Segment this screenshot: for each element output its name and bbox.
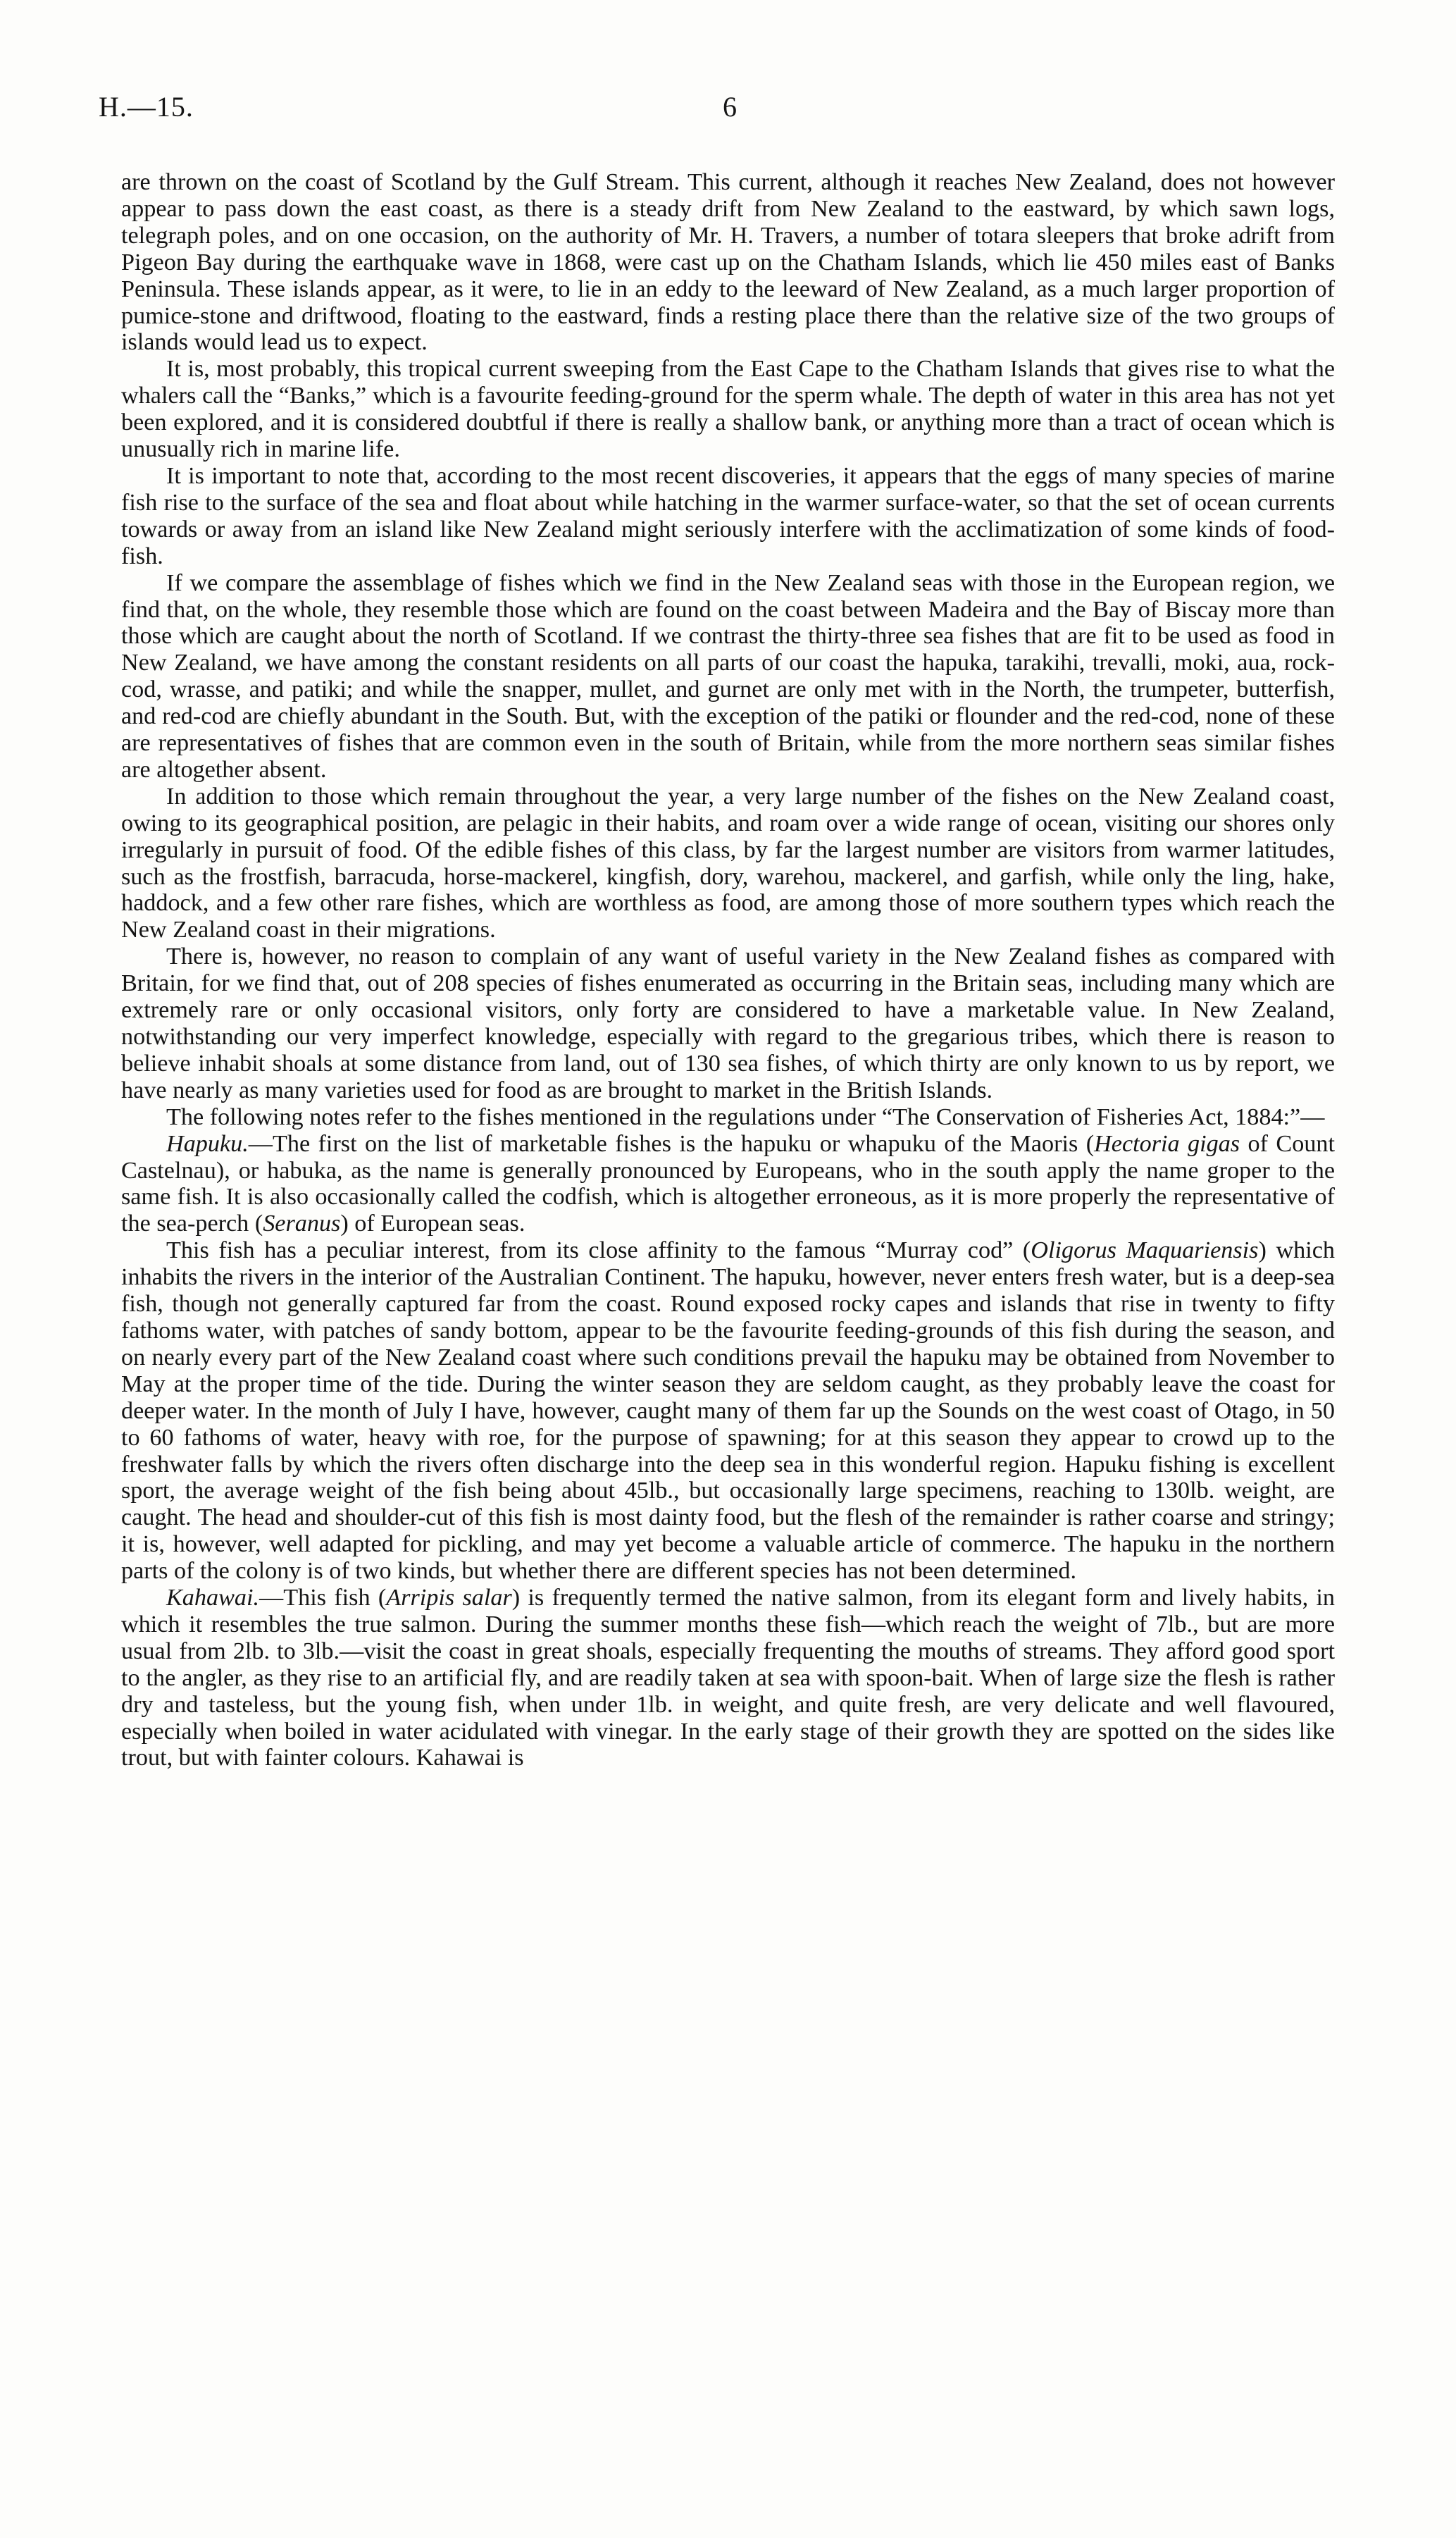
- paragraph-kahawai: [121, 1585, 1335, 1771]
- italic-text-run: Hapuku.: [166, 1130, 249, 1157]
- italic-text-run: Arripis salar: [386, 1585, 512, 1611]
- text-run: —The first on the list of marketable fishes is the hapuku or whapuku of the Maoris (: [248, 1130, 1095, 1157]
- text-run: It is important to note that, according to the most recent discoveries, it appears that the eggs of many species of marine fish rise to the surface of the sea and float about while hatching in the warmer surface-water, so that the set of ocean currents towards or away from an island like New Zealand might seriously interfere with the acclimatization of some kinds of food-fish.: [121, 462, 1335, 569]
- paragraph-banks-sperm-whale: [121, 356, 1335, 463]
- paragraph-fish-assemblage: [121, 570, 1335, 784]
- paragraph-following-notes: [121, 1104, 1335, 1131]
- page-number: 6: [723, 91, 737, 123]
- paragraph-pelagic-fishes: [121, 784, 1335, 943]
- italic-text-run: Kahawai.: [166, 1585, 260, 1611]
- text-run: ) which inhabits the rivers in the interior of the Australian Continent. The hapuku, however, never enters fresh water, but is a deep-sea fish, though not generally captured far from the coast. Round exposed rocky capes and islands that rise in twenty to fifty fathoms water, with patches of sandy bottom, appear to be the favourite feeding-grounds of this fish during the season, and on nearly every part of the New Zealand coast where such conditions prevail the hapuku may be obtained from November to May at the proper time of the tide. During the winter season they are seldom caught, as they probably leave the coast for deeper water. In the month of July I have, however, caught many of them far up the Sounds on the west coast of Otago, in 50 to 60 fathoms of water, heavy with roe, for the purpose of spawning; for at this season they appear to crowd up to the freshwater falls by which the rivers often discharge into the deep sea in this wonderful region. Hapuku fishing is excellent sport, the average weight of the fish being about 45lb., but occasionally large specimens, reaching to 130lb. weight, are caught. The head and shoulder-cut of this fish is most dainty food, but the flesh of the remainder is rather coarse and stringy; it is, however, well adapted for pickling, and may yet become a valuable article of commerce. The hapuku in the northern parts of the colony is of two kinds, but whether there are different species has not been determined.: [121, 1237, 1335, 1585]
- paragraph-hapuku: [121, 1131, 1335, 1238]
- paragraph-fish-eggs: [121, 463, 1335, 570]
- text-run: There is, however, no reason to complain of any want of useful variety in the New Zealand fishes as compared with Britain, for we find that, out of 208 species of fishes enumerated as occurring in the Britain seas, including many which are extremely rare or only occasional visitors, only forty are considered to have a marketable value. In New Zealand, notwithstanding our very imperfect knowledge, especially with regard to the gregarious tribes, which there is reason to believe inhabit shoals at some distance from land, out of 130 sea fishes, of which thirty are only known to us by report, we have nearly as many varieties used for food as are brought to market in the British Islands.: [121, 943, 1335, 1103]
- text-run: If we compare the assemblage of fishes which we find in the New Zealand seas with those in the European region, we find that, on the whole, they resemble those which are found on the coast between Madeira and the Bay of Biscay more than those which are caught about the north of Scotland. If we contrast the thirty-three sea fishes that are fit to be used as food in New Zealand, we have among the constant residents on all parts of our coast the hapuka, tarakihi, trevalli, moki, aua, rock-cod, wrasse, and patiki; and while the snapper, mullet, and gurnet are only met with in the North, the trumpeter, butterfish, and red-cod are chiefly abundant in the South. But, with the exception of the patiki or flounder and the red-cod, none of these are representatives of fishes that are common even in the south of Britain, while from the more northern seas similar fishes are altogether absent.: [121, 569, 1335, 783]
- text-run: ) of European seas.: [340, 1211, 525, 1237]
- text-run: ) is frequently termed the native salmon, from its elegant form and lively habits, in which it resembles the true salmon. During the summer months these fish—which reach the weight of 7lb., but are more usual from 2lb. to 3lb.—visit the coast in great shoals, especially frequenting the mouths of streams. They afford good sport to the angler, as they rise to an artificial fly, and are readily taken at sea with spoon-bait. When of large size the flesh is rather dry and tasteless, but the young fish, when under 1lb. in weight, and quite fresh, are very delicate and well flavoured, especially when boiled in water acidulated with vinegar. In the early stage of their growth they are spotted on the sides like trout, but with fainter colours. Kahawai is: [121, 1585, 1336, 1771]
- text-run: In addition to those which remain throughout the year, a very large number of the fishes on the New Zealand coast, owing to its geographical position, are pelagic in their habits, and roam over a wide range of ocean, visiting our shores only irregularly in pursuit of food. Of the edible fishes of this class, by far the largest number are visitors from warmer latitudes, such as the frostfish, barracuda, horse-mackerel, kingfish, dory, warehou, mackerel, and garfish, while only the ling, hake, haddock, and a few other rare fishes, which are worthless as food, are among those of more southern types which reach the New Zealand coast in their migrations.: [121, 783, 1335, 943]
- italic-text-run: Hectoria gigas: [1094, 1130, 1240, 1157]
- text-run: The following notes refer to the fishes mentioned in the regulations under “The Conservation of Fisheries Act, 1884:”—: [166, 1103, 1325, 1130]
- body-text: [121, 169, 1335, 1771]
- text-run: It is, most probably, this tropical current sweeping from the East Cape to the Chatham Islands that gives rise to what the whalers call the “Banks,” which is a favourite feeding-ground for the sperm whale. The depth of water in this area has not yet been explored, and it is considered doubtful if there is really a shallow bank, or anything more than a tract of ocean which is unusually rich in marine life.: [121, 356, 1335, 463]
- italic-text-run: Oligorus Maquariensis: [1031, 1237, 1259, 1264]
- text-run: of Count Castelnau), or habuka, as the name is generally pronounced by Europeans, who in the south apply the name groper to the same fish. It is also occasionally called the codfish, which is altogether erroneous, as it is more properly the representative of the sea-perch (: [121, 1130, 1336, 1237]
- document-reference: H.—15.: [99, 91, 194, 123]
- italic-text-run: Seranus: [263, 1211, 341, 1237]
- paragraph-scotland-gulf-stream: [121, 169, 1335, 356]
- text-run: —This fish (: [259, 1585, 387, 1611]
- text-run: This fish has a peculiar interest, from its close affinity to the famous “Murray cod” (: [166, 1237, 1031, 1264]
- text-run: are thrown on the coast of Scotland by the Gulf Stream. This current, although it reaches New Zealand, does not however appear to pass down the east coast, as there is a steady drift from New Zealand to the eastward, by which sawn logs, telegraph poles, and on one occasion, on the authority of Mr. H. Travers, a number of totara sleepers that broke adrift from Pigeon Bay during the earthquake wave in 1868, were cast up on the Chatham Islands, which lie 450 miles east of Banks Peninsula. These islands appear, as it were, to lie in an eddy to the leeward of New Zealand, as a much larger proportion of pumice-stone and driftwood, floating to the eastward, finds a resting place there than the relative size of the two groups of islands would lead us to expect.: [121, 169, 1335, 356]
- page-header: [99, 90, 1338, 132]
- paragraph-useful-variety: [121, 943, 1335, 1103]
- paragraph-murray-cod: [121, 1237, 1335, 1585]
